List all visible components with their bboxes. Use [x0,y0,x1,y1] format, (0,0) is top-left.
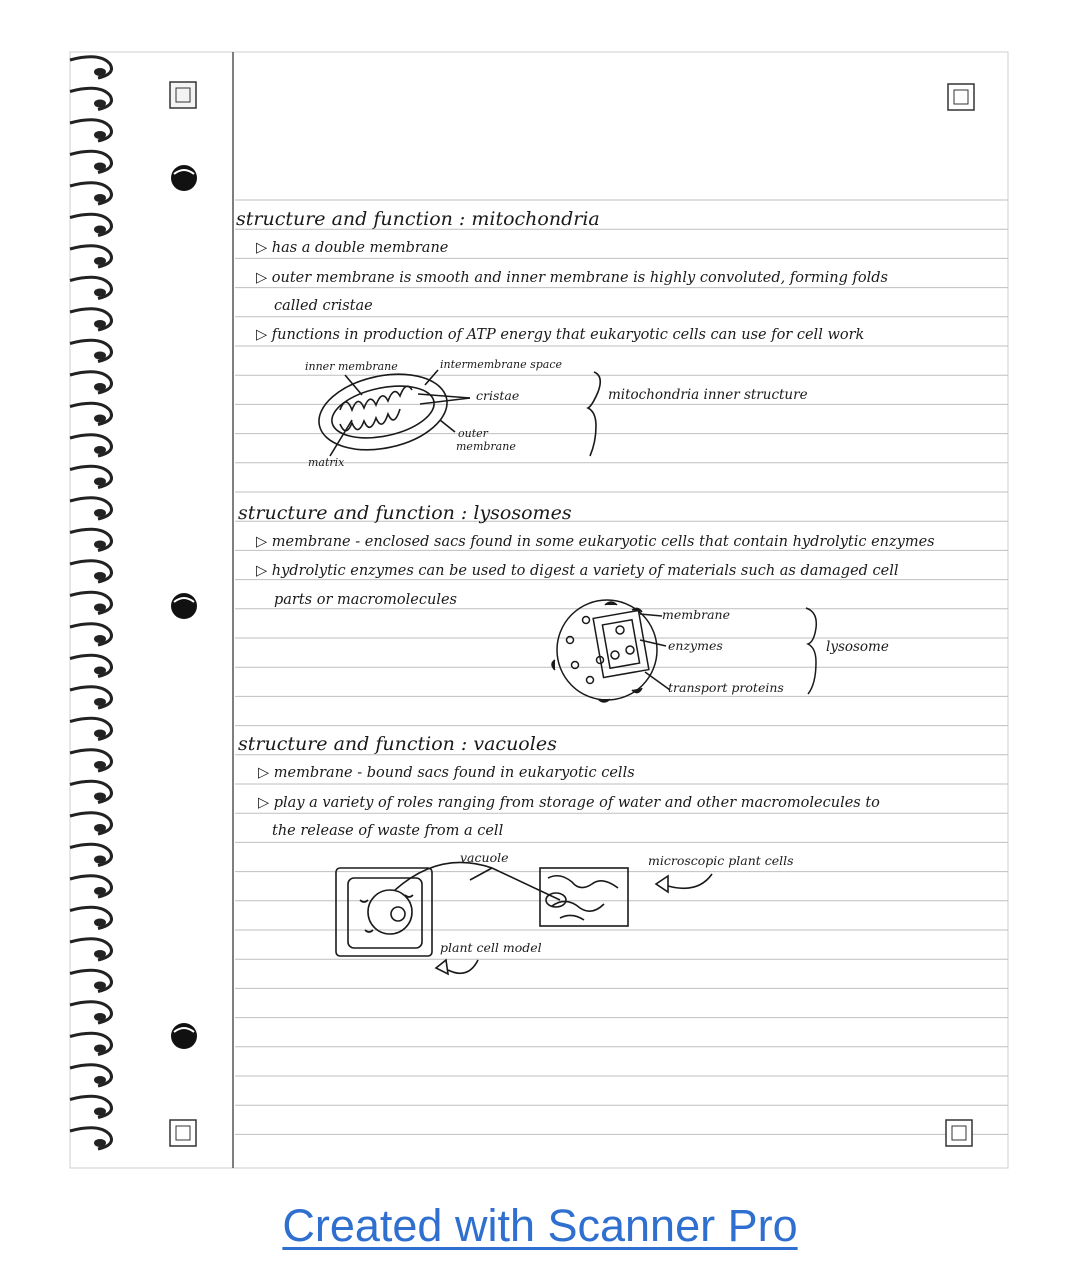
mito-bullet-2-text: outer membrane is smooth and inner membrane is highly convoluted, forming folds [271,270,888,286]
spiral-coil [70,88,112,109]
mito-label-inner-membrane: inner membrane [305,360,398,373]
spiral-hole [94,163,106,171]
corner-marker [170,1120,196,1146]
spiral-hole [94,131,106,139]
corner-marker [948,84,974,110]
spiral-hole [94,793,106,801]
mito-label-outer-2: membrane [456,440,516,453]
spiral-hole [94,730,106,738]
lyso-label-transport: transport proteins [668,680,784,695]
spiral-coil [70,120,112,141]
spiral-coil [70,970,112,991]
spiral-hole [94,68,106,76]
spiral-hole [94,478,106,486]
spiral-hole [94,194,106,202]
spiral-coil [70,214,112,235]
spiral-coil [70,1002,112,1023]
spiral-coil [70,466,112,487]
mito-heading: structure and function : mitochondria [236,208,600,230]
vac-bullet-2-text: play a variety of roles ranging from storage of water and other macromolecules to [273,795,880,811]
vac-label-vacuole: vacuole [460,850,509,865]
spiral-hole [94,1045,106,1053]
spiral-hole [94,320,106,328]
spiral-hole [94,919,106,927]
spiral-hole [94,667,106,675]
vac-bullet-1-text: membrane - bound sacs found in eukaryotic cells [273,765,635,781]
vac-bullet-2-cont: the release of waste from a cell [272,823,504,839]
scanner-pro-link[interactable]: Created with Scanner Pro [282,1200,798,1251]
mito-bullet-1-text: has a double membrane [271,240,449,256]
spiral-hole [94,289,106,297]
spiral-hole [94,572,106,580]
spiral-hole [94,446,106,454]
spiral-hole [94,1076,106,1084]
mito-bullet-3-text: functions in production of ATP energy that eukaryotic cells can use for cell work [271,327,865,343]
mito-bullet-3: ▷ functions in production of ATP energy that eukaryotic cells can use for cell work [256,327,865,343]
spiral-coil [70,183,112,204]
spiral-coil [70,151,112,172]
lyso-bullet-2-text: hydrolytic enzymes can be used to digest a variety of materials such as damaged cell [271,563,899,579]
mito-brace-label: mitochondria inner structure [608,387,808,403]
spiral-hole [94,604,106,612]
spiral-coil [70,718,112,739]
spiral-coil [70,246,112,267]
spiral-hole [94,635,106,643]
spiral-coil [70,57,112,78]
spiral-coil [70,498,112,519]
spiral-coil [70,876,112,897]
spiral-coil [70,592,112,613]
spiral-hole [94,509,106,517]
mito-label-outer-1: outer [458,427,488,440]
spiral-hole [94,982,106,990]
corner-marker [946,1120,972,1146]
spiral-hole [94,761,106,769]
spiral-hole [94,950,106,958]
spiral-hole [94,824,106,832]
mito-bullet-2: ▷ outer membrane is smooth and inner membrane is highly convoluted, forming folds [256,270,888,286]
spiral-coil [70,750,112,771]
lyso-heading: structure and function : lysosomes [238,502,572,524]
lyso-bullet-1: ▷ membrane - enclosed sacs found in some eukaryotic cells that contain hydrolytic enzymes [256,534,935,550]
lyso-bullet-2-cont: parts or macromolecules [274,592,457,608]
vac-bullet-1: ▷ membrane - bound sacs found in eukaryotic cells [258,765,635,781]
spiral-coil [70,781,112,802]
spiral-hole [94,352,106,360]
corner-marker [170,82,196,108]
spiral-hole [94,1013,106,1021]
binder-hole [171,165,197,191]
spiral-coil [70,687,112,708]
spiral-hole [94,383,106,391]
spiral-coil [70,813,112,834]
vac-label-microscopic: microscopic plant cells [648,853,794,868]
vac-bullet-2: ▷ play a variety of roles ranging from storage of water and other macromolecules to [258,795,880,811]
spiral-coil [70,309,112,330]
spiral-coil [70,1065,112,1086]
lyso-label-enzymes: enzymes [668,638,723,653]
spiral-coil [70,844,112,865]
spiral-coil [70,939,112,960]
spiral-hole [94,541,106,549]
lyso-brace-label: lysosome [826,639,889,655]
spiral-coil [70,907,112,928]
spiral-hole [94,887,106,895]
spiral-coil [70,1033,112,1054]
spiral-hole [94,698,106,706]
spiral-hole [94,100,106,108]
spiral-coil [70,1096,112,1117]
mito-label-cristae: cristae [476,388,520,403]
spiral-coil [70,624,112,645]
spiral-coil [70,372,112,393]
binder-hole [171,1023,197,1049]
vac-label-model: plant cell model [440,940,542,955]
spiral-coil [70,435,112,456]
spiral-hole [94,1139,106,1147]
spiral-hole [94,415,106,423]
spiral-coil [70,277,112,298]
spiral-hole [94,257,106,265]
binder-hole [171,593,197,619]
mito-bullet-1: ▷ has a double membrane [256,240,449,256]
lyso-label-membrane: membrane [662,607,730,622]
spiral-coil [70,1128,112,1149]
mito-bullet-2-cont: called cristae [274,298,373,314]
lyso-bullet-2: ▷ hydrolytic enzymes can be used to digest a variety of materials such as damaged cell [256,563,899,579]
lyso-bullet-1-text: membrane - enclosed sacs found in some eukaryotic cells that contain hydrolytic enzymes [271,534,935,550]
spiral-hole [94,856,106,864]
spiral-coil [70,655,112,676]
spiral-coil [70,340,112,361]
mito-label-matrix: matrix [308,456,345,469]
spiral-coil [70,561,112,582]
vac-heading: structure and function : vacuoles [238,733,557,755]
spiral-coil [70,403,112,424]
mito-label-intermembrane: intermembrane space [440,358,563,371]
spiral-hole [94,1108,106,1116]
spiral-hole [94,226,106,234]
spiral-coil [70,529,112,550]
